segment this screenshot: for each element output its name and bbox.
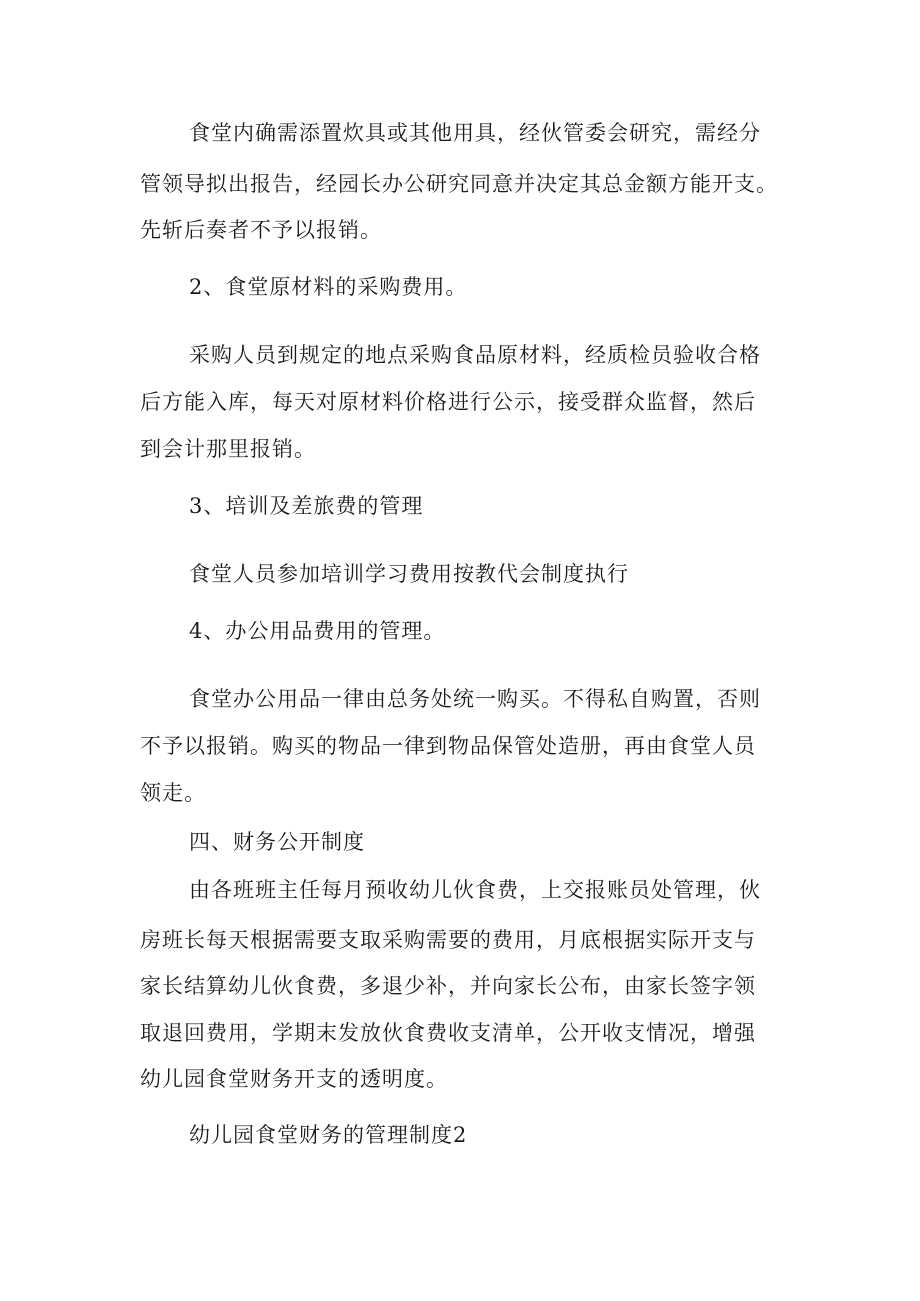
document-subtitle: 幼儿园食堂财务的管理制度2: [189, 1123, 468, 1147]
paragraph-1-line-2: 管领导拟出报告，经园长办公研究同意并决定其总金额方能开支。: [140, 172, 778, 196]
paragraph-9-line-4: 取退回费用，学期末发放伙食费收支清单，公开收支情况，增强: [140, 1021, 756, 1045]
paragraph-7-line-3: 领走。: [140, 781, 206, 805]
paragraph-9-line-3: 家长结算幼儿伙食费，多退少补，并向家长公布，由家长签字领: [140, 974, 756, 998]
paragraph-3-line-2: 后方能入库，每天对原材料价格进行公示，接受群众监督，然后: [140, 390, 756, 414]
section-heading-4-disclosure: 四、财务公开制度: [189, 830, 365, 854]
paragraph-1-line-3: 先斩后奏者不予以报销。: [140, 218, 382, 242]
paragraph-3-line-3: 到会计那里报销。: [140, 437, 316, 461]
paragraph-5-line-1: 食堂人员参加培训学习费用按教代会制度执行: [189, 562, 629, 586]
section-heading-4: 4、办公用品费用的管理。: [189, 619, 446, 643]
paragraph-9-line-1: 由各班班主任每月预收幼儿伙食费，上交报账员处管理，伙: [189, 878, 761, 902]
paragraph-1-line-1: 食堂内确需添置炊具或其他用具，经伙管委会研究，需经分: [189, 121, 761, 145]
paragraph-9-line-2: 房班长每天根据需要支取采购需要的费用，月底根据实际开支与: [140, 928, 756, 952]
paragraph-9-line-5: 幼儿园食堂财务开支的透明度。: [140, 1067, 448, 1091]
paragraph-3-line-1: 采购人员到规定的地点采购食品原材料，经质检员验收合格: [189, 343, 761, 367]
section-heading-3: 3、培训及差旅费的管理: [189, 494, 424, 518]
paragraph-7-line-2: 不予以报销。购买的物品一律到物品保管处造册，再由食堂人员: [140, 734, 756, 758]
section-heading-2: 2、食堂原材料的采购费用。: [189, 275, 468, 299]
paragraph-7-line-1: 食堂办公用品一律由总务处统一购买。不得私自购置，否则: [189, 687, 761, 711]
